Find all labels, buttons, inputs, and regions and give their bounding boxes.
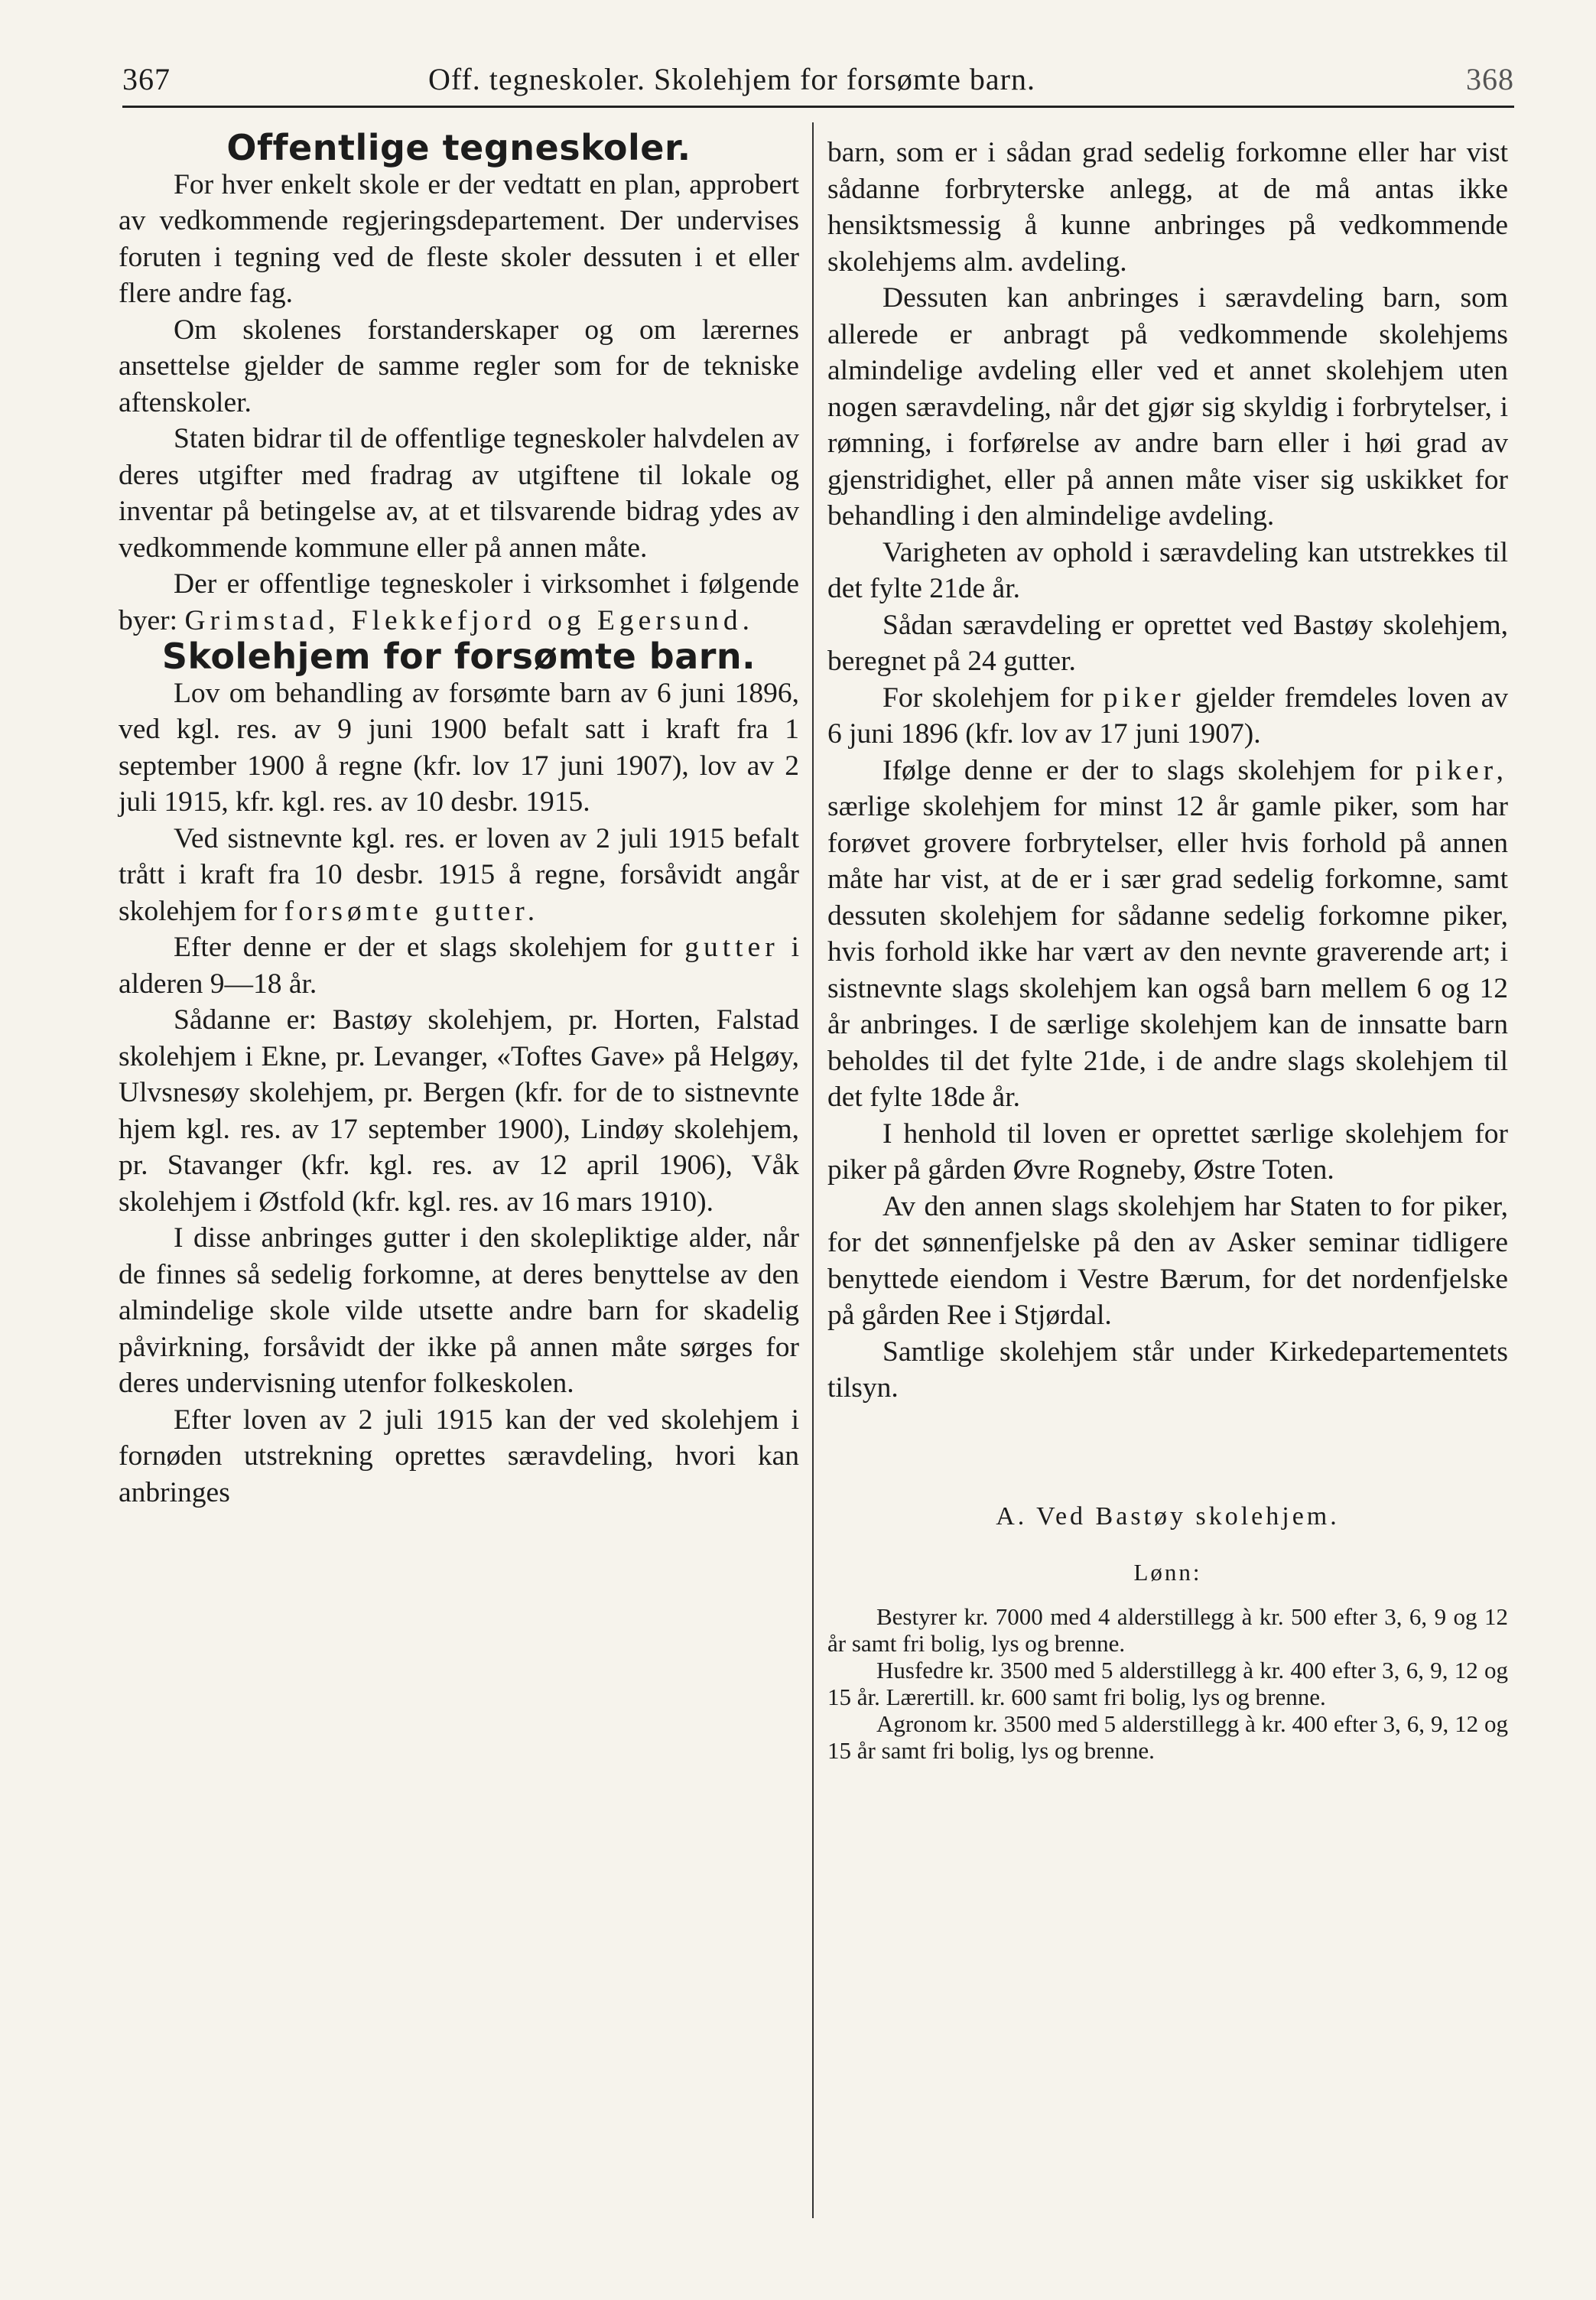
salary-entry: Husfedre kr. 3500 med 5 alderstillegg à kr. 400 efter 3, 6, 9, 12 og 15 år. Lærertill. kr. 600 samt fri bolig, lys og brenne. <box>827 1656 1508 1710</box>
paragraph <box>827 753 1508 1116</box>
salary-list <box>827 1603 1508 1764</box>
text: særlige skolehjem for minst 12 år gamle piker, som har forøvet grovere forbrytelser, eller hvis forhold på annen måte har vist, at de er i sær grad sedelig forkomne, samt dessuten skolehjem for sådanne sedelig forkomne piker, hvis forhold ikke har vært av den nevnte graverende art; i sistnevnte slags skolehjem kan også barn mellem 6 og 12 år anbringes. I de særlige skolehjem kan de innsatte barn beholdes til det fylte 21de, i de andre slags skolehjem til det fylte 18de år. <box>827 791 1508 1113</box>
text: Der er offentlige tegneskoler i virksomhet i følgende byer: <box>119 568 799 636</box>
paragraph <box>119 566 799 639</box>
page-number-right: 368 <box>1466 62 1514 96</box>
right-column <box>827 135 1508 1764</box>
paragraph: Lov om behandling av forsømte barn av 6 juni 1896, ved kgl. res. av 9 juni 1900 befalt satt i kraft fra 1 september 1900 å regne (kfr. lov 17 juni 1907), lov av 2 juli 1915, kfr. kgl. res. av 10 desbr. 1915. <box>119 677 799 818</box>
spaced-text: gutter <box>684 932 779 963</box>
paragraph <box>827 680 1508 753</box>
text: i alderen 9—18 år. <box>119 932 800 1000</box>
sub-heading-bastoy: A. Ved Bastøy skolehjem. <box>996 1501 1340 1531</box>
paragraph: I henhold til loven er oprettet særlige skolehjem for piker på gården Øvre Rogneby, Østre Toten. <box>827 1117 1508 1186</box>
text: Ved sistnevnte kgl. res. er loven av 2 juli 1915 befalt trått i kraft fra 10 desbr. 1915 å regne, forsåvidt angår skolehjem for <box>119 822 799 927</box>
paragraph <box>119 821 799 930</box>
heading-skolehjem: Skolehjem for forsømte barn. <box>161 636 756 677</box>
paragraph: Staten bidrar til de offentlige tegneskoler halvdelen av deres utgifter med fradrag av utgiftene til lokale og inventar på betingelse av, at et tilsvarende bidrag ydes av vedkommende kommune eller på annen måte. <box>119 423 799 564</box>
heading-offentlige-tegneskoler: Offentlige tegneskoler. <box>226 127 691 168</box>
text: Efter denne er der et slags skolehjem for <box>174 932 673 963</box>
spaced-text: forsømte gutter. <box>284 895 540 927</box>
column-divider <box>812 122 814 2218</box>
spaced-text: piker <box>1103 682 1185 714</box>
paragraph: Av den annen slags skolehjem har Staten to for piker, for det sønnenfjelske på den av Asker seminar tidligere benyttede eiendom i Vestre Bærum, for det nordenfjelske på gården Ree i Stjørdal. <box>827 1190 1508 1331</box>
running-title: Off. tegneskoler. Skolehjem for forsømte barn. <box>428 62 1035 96</box>
page-number-left: 367 <box>122 62 171 96</box>
paragraph: Dessuten kan anbringes i særavdeling barn, som allerede er anbragt på vedkommende skolehjems almindelige avdeling eller ved et annet skolehjem uten nogen særavdeling, når det gjør sig skyldig i forbrytelser, i rømning, i forførelse av andre barn eller i høi grad av gjenstridighet, eller på annen måte viser sig uskikket for behandling i den almindelige avdeling. <box>827 282 1508 532</box>
paragraph: barn, som er i sådan grad sedelig forkomne eller har vist sådanne forbryterske anlegg, at de må antas ikke hensiktsmessig å kunne anbringes på vedkommende skolehjems alm. avdeling. <box>827 137 1508 278</box>
paragraph: Om skolenes forstanderskaper og om lærernes ansettelse gjelder de samme regler som for de tekniske aftenskoler. <box>119 314 799 418</box>
page-header <box>122 54 1514 99</box>
salary-entry: Agronom kr. 3500 med 5 alderstillegg à kr. 400 efter 3, 6, 9, 12 og 15 år samt fri bolig, lys og brenne. <box>827 1710 1508 1764</box>
paragraph: For hver enkelt skole er der vedtatt en plan, approbert av vedkommende regjeringsdepartement. Der undervises foruten i tegning ved de fleste skoler dessuten i et eller flere andre fag. <box>119 168 799 309</box>
paragraph: I disse anbringes gutter i den skolepliktige alder, når de finnes så sedelig forkomne, at deres benyttelse av den almindelige skole vilde utsette andre barn for skadelig påvirkning, forsåvidt der ikke på annen måte sørges for deres undervisning utenfor folkeskolen. <box>119 1222 799 1399</box>
text: gjelder fremdeles loven av 6 juni 1896 (kfr. lov av 17 juni 1907). <box>827 682 1508 750</box>
spaced-text: piker, <box>1416 754 1509 786</box>
header-rule <box>122 106 1514 108</box>
paragraph <box>119 929 799 1002</box>
paragraph: Efter loven av 2 juli 1915 kan der ved skolehjem i fornøden utstrekning oprettes særavdeling, hvori kan anbringes <box>119 1404 799 1508</box>
paragraph: Sådanne er: Bastøy skolehjem, pr. Horten, Falstad skolehjem i Ekne, pr. Levanger, «Toftes Gave» på Helgøy, Ulvsnesøy skolehjem, pr. Bergen (kfr. for de to sistnevnte hjem kgl. res. av 17 september 1900), Lindøy skolehjem, pr. Stavanger (kfr. kgl. res. av 12 april 1906), Våk skolehjem i Østfold (kfr. kgl. res. av 16 mars 1910). <box>119 1004 799 1218</box>
paragraph: Varigheten av ophold i særavdeling kan utstrekkes til det fylte 21de år. <box>827 536 1508 604</box>
paragraph: Samtlige skolehjem står under Kirkedepartementets tilsyn. <box>827 1335 1508 1404</box>
text: For skolehjem for <box>883 682 1094 714</box>
text: Ifølge denne er der to slags skolehjem for <box>883 754 1403 786</box>
paragraph: Sådan særavdeling er oprettet ved Bastøy skolehjem, beregnet på 24 gutter. <box>827 609 1508 677</box>
spaced-text-cities: Grimstad, Flekkefjord og Egersund. <box>184 604 754 636</box>
lonn-heading: Lønn: <box>1133 1559 1202 1586</box>
left-column <box>119 127 800 1511</box>
salary-entry: Bestyrer kr. 7000 med 4 alderstillegg à kr. 500 efter 3, 6, 9 og 12 år samt fri bolig, lys og brenne. <box>827 1602 1508 1657</box>
